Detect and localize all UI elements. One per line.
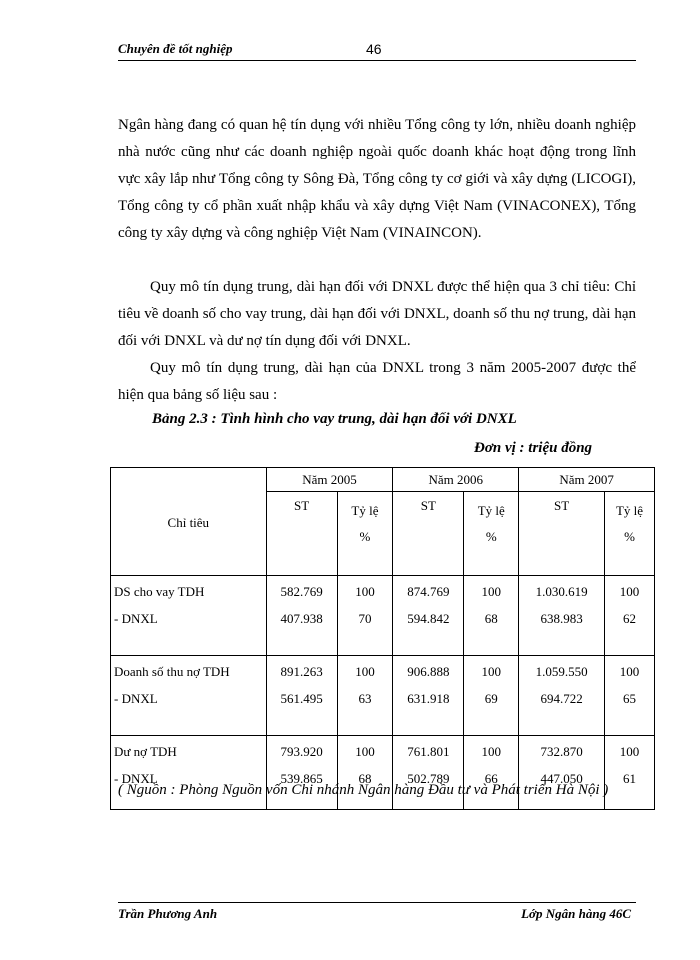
year-header: Năm 2005	[266, 468, 393, 492]
year-header: Năm 2007	[519, 468, 655, 492]
value-cell: 906.888 631.918	[393, 656, 464, 736]
percent-cell: 100 66	[464, 736, 519, 810]
author-name: Trần Phương Anh	[118, 906, 218, 921]
value-cell: 1.030.619 638.983	[519, 576, 605, 656]
sub-header-ty-le: Tỷ lệ %	[464, 492, 519, 576]
sub-header-st: ST	[519, 492, 605, 576]
paragraph-1: Ngân hàng đang có quan hệ tín dụng với nhiều Tổng công ty lớn, nhiều doanh nghiệp nhà nước cũng như các doanh nghiệp ngoài quốc doanh khác hoạt động trong lĩnh vực xây lắp như Tổng công ty Sông Đà, Tổng công ty cơ giới và xây dựng (LICOGI), Tổng công ty cổ phần xuất nhập khẩu và xây dựng Việt Nam (VINACONEX), Tổng công ty xây dựng và công nghiệp Việt Nam (VINAINCON).	[118, 117, 636, 241]
table-row	[111, 656, 655, 736]
sub-header-ty-le: Tỷ lệ %	[605, 492, 655, 576]
year-header: Năm 2006	[393, 468, 519, 492]
percent-cell: 100 68	[464, 576, 519, 656]
table-title: Bảng 2.3 : Tình hình cho vay trung, dài hạn đối với DNXL	[152, 411, 517, 427]
percent-cell: 100 68	[337, 736, 393, 810]
value-cell: 793.920 539.865	[266, 736, 337, 810]
percent-cell: 100 63	[337, 656, 393, 736]
value-cell: 891.263 561.495	[266, 656, 337, 736]
percent-cell: 100 69	[464, 656, 519, 736]
page-number: 46	[366, 41, 382, 57]
paragraph-3: Quy mô tín dụng trung, dài hạn của DNXL trong 3 năm 2005-2007 được thể hiện qua bảng số liệu sau :	[118, 360, 636, 403]
percent-cell: 100 62	[605, 576, 655, 656]
value-cell: 874.769 594.842	[393, 576, 464, 656]
value-cell: 582.769 407.938	[266, 576, 337, 656]
header-chi-tieu: Chỉ tiêu	[111, 468, 267, 576]
sub-header-ty-le: Tỷ lệ %	[337, 492, 393, 576]
value-cell: 761.801 502.789	[393, 736, 464, 810]
row-label: Doanh số thu nợ TDH - DNXL	[111, 656, 267, 736]
table-row	[111, 576, 655, 656]
percent-cell: 100 65	[605, 656, 655, 736]
source-note: ( Nguồn : Phòng Nguồn vốn Chi nhánh Ngân hàng Đầu tư và Phát triển Hà Nội )	[118, 782, 609, 798]
percent-cell: 100 70	[337, 576, 393, 656]
sub-header-st: ST	[266, 492, 337, 576]
sub-header-st: ST	[393, 492, 464, 576]
table-unit: Đơn vị : triệu đồng	[474, 440, 593, 456]
value-cell: 732.870 447.050	[519, 736, 605, 810]
percent-cell: 100 61	[605, 736, 655, 810]
value-cell: 1.059.550 694.722	[519, 656, 605, 736]
class-name: Lớp Ngân hàng 46C	[521, 906, 631, 921]
data-table	[110, 467, 655, 810]
page-header	[118, 40, 636, 61]
row-label: DS cho vay TDH - DNXL	[111, 576, 267, 656]
row-label: Dư nợ TDH - DNXL	[111, 736, 267, 810]
document-title: Chuyên đề tốt nghiệp	[118, 41, 233, 56]
page-footer	[118, 902, 636, 925]
paragraph-2: Quy mô tín dụng trung, dài hạn đối với DNXL được thể hiện qua 3 chỉ tiêu: Chỉ tiêu về doanh số cho vay trung, dài hạn đối với DNXL, doanh số thu nợ trung, dài hạn đối với DNXL và dư nợ tín dụng đối với DNXL.	[118, 279, 636, 349]
